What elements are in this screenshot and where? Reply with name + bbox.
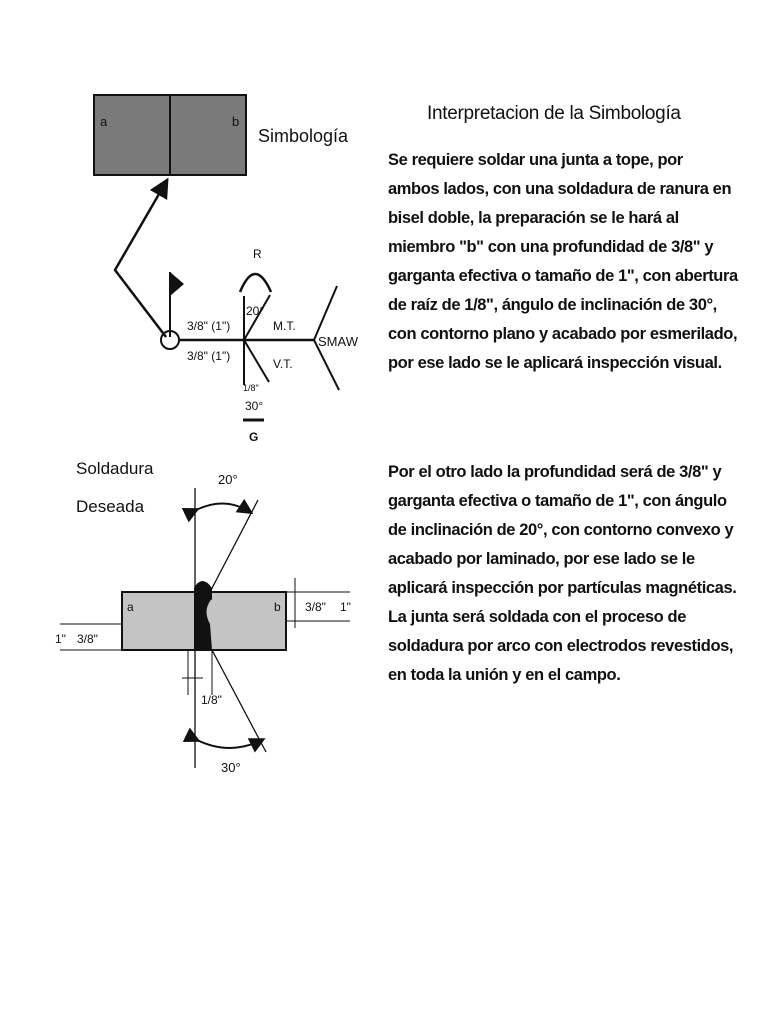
mt-label: M.T. <box>273 319 296 333</box>
arrow-leader <box>115 182 166 337</box>
vt-label: V.T. <box>273 357 293 371</box>
left-dimension-2: 3/8" <box>77 632 98 646</box>
symbol-angle-bottom: 30° <box>245 399 264 413</box>
desired-title-1: Soldadura <box>76 459 154 478</box>
interpretation-heading: Interpretacion de la Simbología <box>427 103 681 124</box>
symbol-angle-top: 20° <box>246 304 265 318</box>
symbol-title: Simbología <box>258 126 349 146</box>
desired-title-2: Deseada <box>76 497 145 516</box>
root-opening-label: 1/8" <box>243 383 259 393</box>
field-flag <box>170 272 184 296</box>
root-opening-dimension: 1/8" <box>201 693 222 707</box>
angle-arc-bottom <box>197 740 262 748</box>
bevel-lower-slant <box>244 340 269 382</box>
desired-angle-bottom: 30° <box>221 760 241 775</box>
angle-arc-top <box>196 503 250 512</box>
g-label: G <box>249 430 259 444</box>
interpretation-paragraph-1: Se requiere soldar una junta a tope, por ambos lados, con una soldadura de ranura en bisel doble, la preparación se le hará al miembro "b" con una profundidad de 3/8" y garganta efectiva o tamaño de 1", con abertura de raíz de 1/8", ángulo de inclinación de 30°, con contorno plano y acabado por esmerilado, por ese lado se le aplicará inspección visual. <box>388 151 738 372</box>
interpretation-paragraph-2: Por el otro lado la profundidad será de 3/8" y garganta efectiva o tamaño de 1", con ángulo de inclinación de 20°, con contorno convexo y acabado por laminado, por ese lado se le aplicará inspección por partículas magnéticas. La junta será soldada con el proceso de soldadura por arco con electrodos revestidos, en toda la unión y en el campo. <box>388 463 737 684</box>
bevel-line-top <box>210 500 258 592</box>
plate-label-a: a <box>127 600 134 614</box>
process-label: SMAW <box>318 334 358 349</box>
tail-upper <box>314 286 337 340</box>
convex-contour <box>240 274 271 292</box>
other-side-dimension: 3/8" (1") <box>187 349 231 363</box>
left-dimension-1: 1" <box>55 632 66 646</box>
right-dimension-2: 1" <box>340 600 351 614</box>
plate-label-b: b <box>274 600 281 614</box>
right-dimension-1: 3/8" <box>305 600 326 614</box>
box-label-b: b <box>232 114 240 129</box>
r-label: R <box>253 247 262 261</box>
arrow-side-dimension: 3/8" (1") <box>187 319 231 333</box>
desired-angle-top: 20° <box>218 472 238 487</box>
box-label-a: a <box>100 114 108 129</box>
